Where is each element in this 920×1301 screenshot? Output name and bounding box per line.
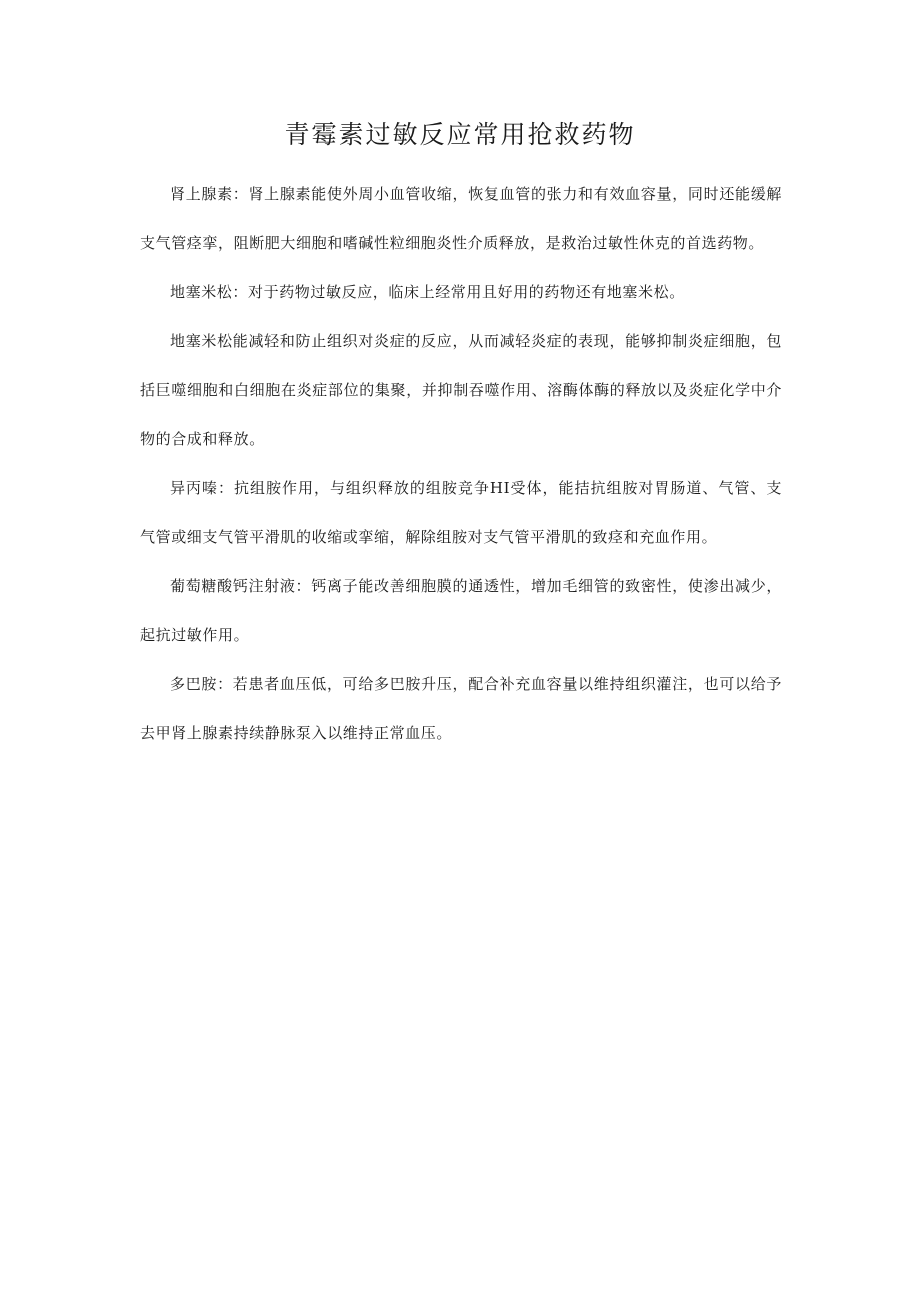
document-title: 青霉素过敏反应常用抢救药物	[284, 120, 636, 149]
paragraph-calcium-gluconate: 葡萄糖酸钙注射液：钙离子能改善细胞膜的通透性，增加毛细管的致密性，使渗出减少，起抗过敏作用。	[140, 577, 782, 644]
paragraph-epinephrine: 肾上腺素：肾上腺素能使外周小血管收缩，恢复血管的张力和有效血容量，同时还能缓解支气管痉挛，阻断肥大细胞和嗜碱性粒细胞炎性介质释放，是救治过敏性休克的首选药物。	[140, 185, 782, 252]
document-body	[140, 170, 782, 758]
paragraph-dexamethasone-intro: 地塞米松：对于药物过敏反应，临床上经常用且好用的药物还有地塞米松。	[170, 283, 685, 301]
paragraph-dexamethasone-effects: 地塞米松能减轻和防止组织对炎症的反应，从而减轻炎症的表现，能够抑制炎症细胞，包括巨噬细胞和白细胞在炎症部位的集聚，并抑制吞噬作用、溶酶体酶的释放以及炎症化学中介物的合成和释放。	[140, 332, 782, 448]
paragraph-promethazine: 异丙嗪：抗组胺作用，与组织释放的组胺竞争HI受体，能拮抗组胺对胃肠道、气管、支气管或细支气管平滑肌的收缩或挛缩，解除组胺对支气管平滑肌的致痉和充血作用。	[140, 479, 782, 546]
paragraph-dopamine: 多巴胺：若患者血压低，可给多巴胺升压，配合补充血容量以维持组织灌注，也可以给予去甲肾上腺素持续静脉泵入以维持正常血压。	[140, 675, 782, 742]
